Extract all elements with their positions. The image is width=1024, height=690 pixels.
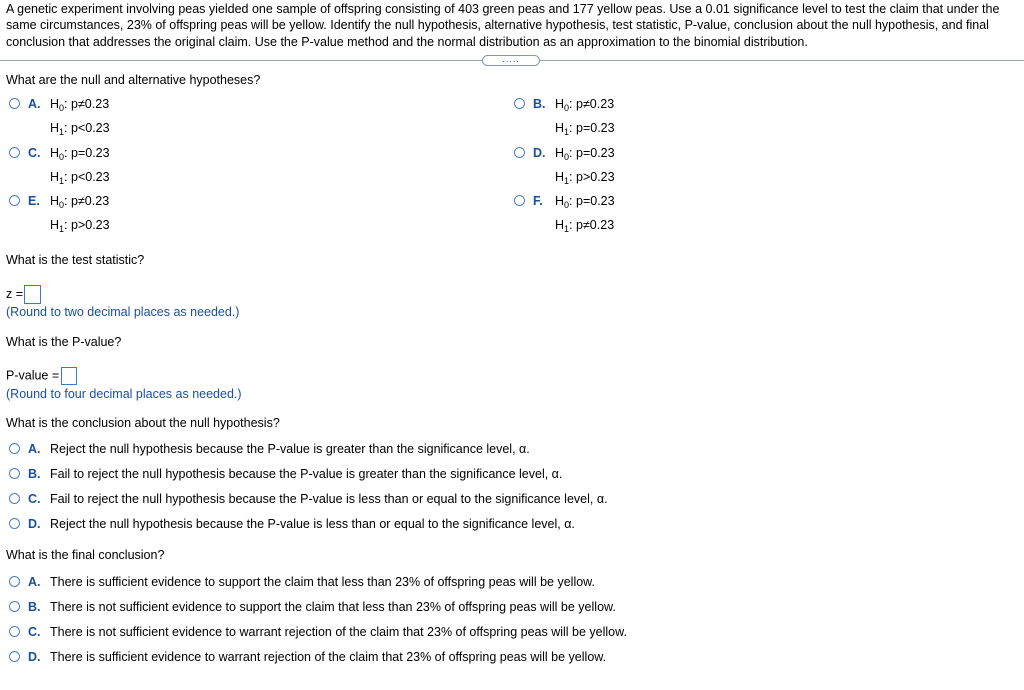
null-conclusion-option-b[interactable] <box>9 467 562 481</box>
z-label: z = <box>6 286 24 301</box>
radio-button[interactable] <box>9 443 20 454</box>
null-conclusion-option-c[interactable] <box>9 492 608 506</box>
final-conclusion-option-b[interactable] <box>9 600 616 614</box>
h0-row: $H_0$: p=0.23 <box>50 146 110 162</box>
final-conclusion-option-d[interactable] <box>9 650 606 664</box>
option-letter: C. <box>28 625 41 639</box>
null-conclusion-prompt: What is the conclusion about the null hypothesis? <box>6 416 280 430</box>
p-value-prompt: What is the P-value? <box>6 335 122 349</box>
hyp-option-a[interactable] <box>9 97 110 142</box>
radio-button[interactable] <box>9 601 20 612</box>
z-input-row <box>6 285 41 304</box>
hypothesis-pair <box>555 94 615 142</box>
option-letter: D. <box>28 650 41 664</box>
option-text: Fail to reject the null hypothesis because the P-value is greater than the significance level, α. <box>50 467 563 481</box>
question-text: A genetic experiment involving peas yielded one sample of offspring consisting of 403 green peas and 177 yellow peas. Use a 0.01 significance level to test the claim that under the same circumstances, 23% of offspring peas will be yellow. Identify the null hypothesis, alternative hypothesis, test statistic, P-value, conclusion about the null hypothesis, and final conclusion that addresses the original claim. Use the P-value method and the normal distribution as an approximation to the binomial distribution. <box>6 2 1000 49</box>
h1-row: $H_1$: p<0.23 <box>50 121 110 137</box>
final-conclusion-option-a[interactable] <box>9 575 595 589</box>
option-letter: A. <box>28 575 41 589</box>
z-rounding-hint: (Round to two decimal places as needed.) <box>6 305 240 319</box>
show-more-button[interactable]: ..... <box>482 55 540 66</box>
radio-button[interactable] <box>9 98 20 109</box>
z-input[interactable] <box>24 285 41 304</box>
option-letter: B. <box>28 600 41 614</box>
radio-button[interactable] <box>514 195 525 206</box>
h0-row: $H_0$: p≠0.23 <box>555 97 615 113</box>
hyp-option-e[interactable] <box>9 194 110 239</box>
hypothesis-pair <box>50 94 110 142</box>
h0-row: $H_0$: p≠0.23 <box>50 97 110 113</box>
radio-button[interactable] <box>514 147 525 158</box>
option-text: There is not sufficient evidence to support the claim that less than 23% of offspring peas will be yellow. <box>50 600 616 614</box>
radio-button[interactable] <box>9 468 20 479</box>
hyp-option-b[interactable] <box>514 97 615 142</box>
hyp-option-d[interactable] <box>514 146 615 191</box>
option-text: There is not sufficient evidence to warrant rejection of the claim that 23% of offspring peas will be yellow. <box>50 625 627 639</box>
h1-row: $H_1$: p≠0.23 <box>555 218 615 234</box>
final-conclusion-prompt: What is the final conclusion? <box>6 548 165 562</box>
option-letter: A. <box>28 97 41 111</box>
p-value-label: P-value = <box>6 368 60 383</box>
radio-button[interactable] <box>9 651 20 662</box>
h0-row: $H_0$: p≠0.23 <box>50 194 110 210</box>
h1-row: $H_1$: p<0.23 <box>50 170 110 186</box>
option-text: There is sufficient evidence to warrant rejection of the claim that 23% of offspring peas will be yellow. <box>50 650 607 664</box>
option-letter: C. <box>28 492 41 506</box>
hypothesis-pair <box>50 191 110 239</box>
option-letter: E. <box>28 194 40 208</box>
null-conclusion-option-d[interactable] <box>9 517 575 531</box>
option-letter: A. <box>28 442 41 456</box>
option-letter: B. <box>533 97 546 111</box>
radio-button[interactable] <box>514 98 525 109</box>
option-text: Reject the null hypothesis because the P-value is greater than the significance level, α. <box>50 442 530 456</box>
option-letter: D. <box>28 517 41 531</box>
option-letter: F. <box>533 194 543 208</box>
option-letter: B. <box>28 467 41 481</box>
option-text: There is sufficient evidence to support the claim that less than 23% of offspring peas will be yellow. <box>50 575 595 589</box>
option-letter: C. <box>28 146 41 160</box>
h1-row: $H_1$: p=0.23 <box>555 121 615 137</box>
hyp-option-f[interactable] <box>514 194 615 239</box>
option-text: Reject the null hypothesis because the P-value is less than or equal to the significance level, α. <box>50 517 575 531</box>
hyp-option-c[interactable] <box>9 146 110 191</box>
null-conclusion-option-a[interactable] <box>9 442 530 456</box>
p-value-input-row <box>6 367 77 385</box>
h1-row: $H_1$: p>0.23 <box>50 218 110 234</box>
radio-button[interactable] <box>9 518 20 529</box>
hypothesis-pair <box>555 143 615 191</box>
radio-button[interactable] <box>9 195 20 206</box>
h0-row: $H_0$: p=0.23 <box>555 146 615 162</box>
radio-button[interactable] <box>9 626 20 637</box>
radio-button[interactable] <box>9 576 20 587</box>
p-value-rounding-hint: (Round to four decimal places as needed.) <box>6 387 242 401</box>
h1-row: $H_1$: p>0.23 <box>555 170 615 186</box>
radio-button[interactable] <box>9 147 20 158</box>
option-text: Fail to reject the null hypothesis because the P-value is less than or equal to the significance level, α. <box>50 492 608 506</box>
h0-row: $H_0$: p=0.23 <box>555 194 615 210</box>
p-value-input[interactable] <box>61 367 77 385</box>
test-statistic-prompt: What is the test statistic? <box>6 253 145 267</box>
hypothesis-pair <box>50 143 110 191</box>
hypotheses-prompt: What are the null and alternative hypotheses? <box>6 73 261 87</box>
radio-button[interactable] <box>9 493 20 504</box>
hypothesis-pair <box>555 191 615 239</box>
option-letter: D. <box>533 146 546 160</box>
final-conclusion-option-c[interactable] <box>9 625 627 639</box>
